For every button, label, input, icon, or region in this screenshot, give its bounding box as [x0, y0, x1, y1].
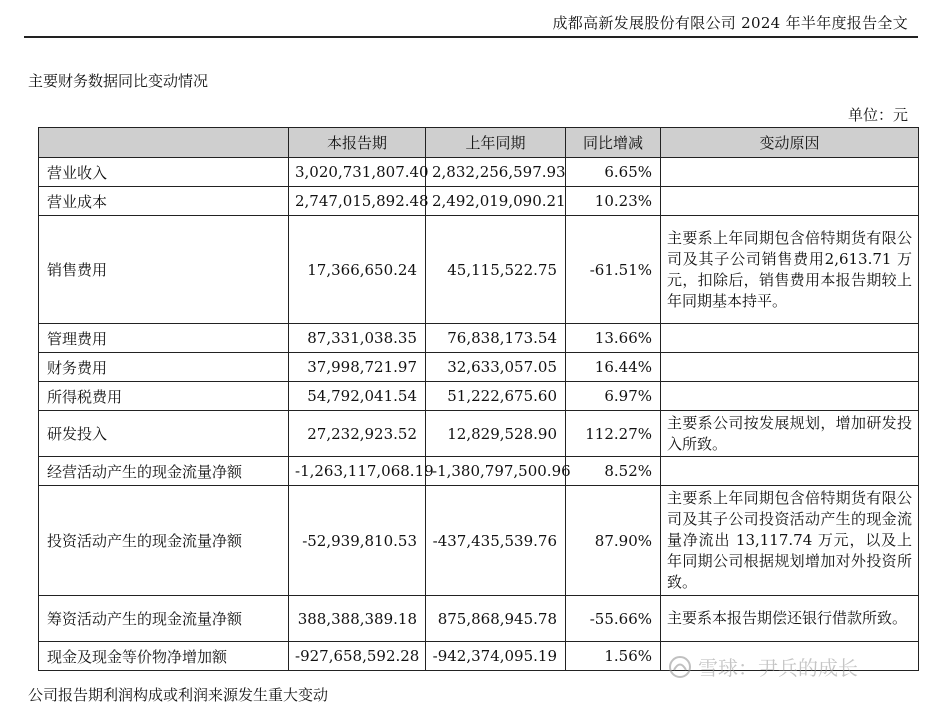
row-prior: 875,868,945.78 — [426, 596, 566, 642]
snowball-logo-icon — [668, 655, 692, 679]
row-current: 17,366,650.24 — [289, 216, 426, 324]
table-row — [39, 382, 919, 411]
row-reason — [661, 382, 919, 411]
table-row — [39, 457, 919, 486]
table-row — [39, 216, 919, 324]
row-current: 388,388,389.18 — [289, 596, 426, 642]
watermark-text: 雪球：尹兵的成长 — [698, 656, 858, 680]
row-change: 112.27% — [566, 411, 661, 457]
column-header-prior: 上年同期 — [426, 128, 566, 158]
row-name: 投资活动产生的现金流量净额 — [39, 486, 289, 596]
row-name: 筹资活动产生的现金流量净额 — [39, 596, 289, 642]
row-name: 管理费用 — [39, 324, 289, 353]
unit-label: 单位：元 — [847, 106, 908, 124]
row-reason: 主要系上年同期包含倍特期货有限公司及其子公司销售费用2,613.71 万元，扣除后，销售费用本报告期较上年同期基本持平。 — [661, 216, 919, 324]
row-prior: 51,222,675.60 — [426, 382, 566, 411]
row-current: 3,020,731,807.40 — [289, 158, 426, 187]
row-change: 8.52% — [566, 457, 661, 486]
row-prior: 2,832,256,597.93 — [426, 158, 566, 187]
row-reason — [661, 187, 919, 216]
row-current: 2,747,015,892.48 — [289, 187, 426, 216]
table-row — [39, 486, 919, 596]
column-header-reason: 变动原因 — [661, 128, 919, 158]
row-reason: 主要系上年同期包含倍特期货有限公司及其子公司投资活动产生的现金流量净流出 13,117.74 万元，以及上年同期公司根据规划增加对外投资所致。 — [661, 486, 919, 596]
row-current: -1,263,117,068.19 — [289, 457, 426, 486]
row-reason — [661, 353, 919, 382]
table-row — [39, 187, 919, 216]
row-change: -61.51% — [566, 216, 661, 324]
watermark — [668, 652, 858, 681]
row-change: 87.90% — [566, 486, 661, 596]
row-name: 所得税费用 — [39, 382, 289, 411]
column-header-change: 同比增减 — [566, 128, 661, 158]
row-change: 6.97% — [566, 382, 661, 411]
next-section-title: 公司报告期利润构成或利润来源发生重大变动 — [28, 686, 329, 704]
row-name: 营业成本 — [39, 187, 289, 216]
row-prior: -942,374,095.19 — [426, 642, 566, 671]
row-change: 10.23% — [566, 187, 661, 216]
row-reason — [661, 324, 919, 353]
row-current: 87,331,038.35 — [289, 324, 426, 353]
column-header-item — [39, 128, 289, 158]
table-row — [39, 158, 919, 187]
row-prior: 32,633,057.05 — [426, 353, 566, 382]
row-name: 研发投入 — [39, 411, 289, 457]
row-prior: -1,380,797,500.96 — [426, 457, 566, 486]
row-name: 现金及现金等价物净增加额 — [39, 642, 289, 671]
header-rule — [24, 36, 918, 38]
row-current: 37,998,721.97 — [289, 353, 426, 382]
row-change: 1.56% — [566, 642, 661, 671]
row-current: 54,792,041.54 — [289, 382, 426, 411]
financial-change-table — [38, 127, 919, 671]
table-row — [39, 411, 919, 457]
row-change: 6.65% — [566, 158, 661, 187]
row-name: 营业收入 — [39, 158, 289, 187]
row-reason — [661, 158, 919, 187]
row-prior: 12,829,528.90 — [426, 411, 566, 457]
row-current: 27,232,923.52 — [289, 411, 426, 457]
row-name: 财务费用 — [39, 353, 289, 382]
row-name: 销售费用 — [39, 216, 289, 324]
section-title: 主要财务数据同比变动情况 — [28, 72, 209, 90]
report-header-title: 成都高新发展股份有限公司 2024 年半年度报告全文 — [552, 14, 908, 32]
row-reason: 主要系本报告期偿还银行借款所致。 — [661, 596, 919, 642]
row-current: -52,939,810.53 — [289, 486, 426, 596]
table-row — [39, 596, 919, 642]
table-row — [39, 324, 919, 353]
row-reason — [661, 457, 919, 486]
row-prior: 2,492,019,090.21 — [426, 187, 566, 216]
row-change: 13.66% — [566, 324, 661, 353]
table-header-row — [39, 128, 919, 158]
column-header-current: 本报告期 — [289, 128, 426, 158]
row-current: -927,658,592.28 — [289, 642, 426, 671]
table-row — [39, 353, 919, 382]
row-change: 16.44% — [566, 353, 661, 382]
row-reason: 主要系公司按发展规划，增加研发投入所致。 — [661, 411, 919, 457]
row-prior: 45,115,522.75 — [426, 216, 566, 324]
row-prior: -437,435,539.76 — [426, 486, 566, 596]
row-prior: 76,838,173.54 — [426, 324, 566, 353]
row-change: -55.66% — [566, 596, 661, 642]
row-name: 经营活动产生的现金流量净额 — [39, 457, 289, 486]
